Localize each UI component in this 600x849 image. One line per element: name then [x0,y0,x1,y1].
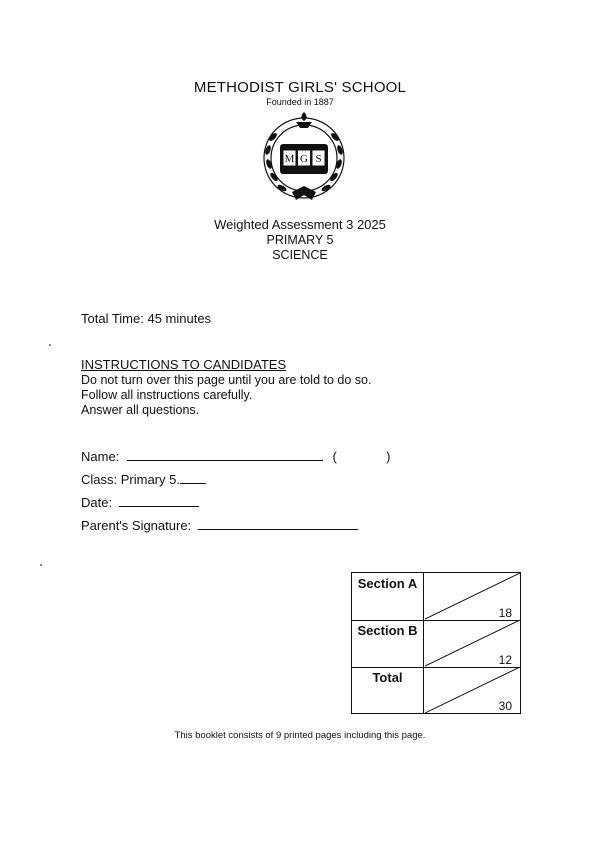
date-input-line[interactable] [119,494,199,507]
name-field[interactable] [81,448,390,464]
name-label: Name: [81,449,120,464]
score-max: 30 [498,699,512,713]
score-row-label: Section A [352,573,424,620]
score-row-total [352,667,520,713]
scan-speck [49,344,51,346]
class-field[interactable] [81,471,206,487]
instruction-line: Follow all instructions carefully. [81,388,253,402]
name-input-line[interactable] [127,448,323,461]
signature-label: Parent's Signature: [81,518,192,533]
instructions-heading: INSTRUCTIONS TO CANDIDATES [81,357,287,372]
score-row-section-b [352,620,520,668]
page-count-footer: This booklet consists of 9 printed pages including this page. [174,730,426,741]
crest-letter-m: M [284,153,295,165]
signature-field[interactable] [81,517,358,533]
school-crest-logo [256,108,352,208]
score-max: 12 [498,653,512,667]
score-row-section-a [352,573,520,621]
score-table [351,572,521,714]
crest-letter-s: S [315,153,322,165]
signature-input-line[interactable] [198,517,358,530]
score-max: 18 [498,606,512,620]
instruction-line: Do not turn over this page until you are told to do so. [81,373,372,387]
total-time: Total Time: 45 minutes [81,311,212,326]
instruction-line: Answer all questions. [81,403,200,417]
crest-letter-g: G [300,153,308,165]
assessment-level: PRIMARY 5 [266,233,334,247]
register-number-close-paren: ) [386,449,391,464]
founded-text: Founded in 1887 [266,97,334,107]
assessment-title: Weighted Assessment 3 2025 [214,217,386,232]
date-label: Date: [81,495,113,510]
register-number-open-paren: ( [332,449,337,464]
scan-speck [40,564,42,566]
date-field[interactable] [81,494,199,510]
school-name: METHODIST GIRLS' SCHOOL [193,79,407,96]
class-label: Class: Primary 5. [81,472,180,487]
assessment-subject: SCIENCE [272,248,328,262]
score-row-label: Total [352,667,424,713]
score-row-label: Section B [352,620,424,667]
class-input-line[interactable] [180,471,206,484]
